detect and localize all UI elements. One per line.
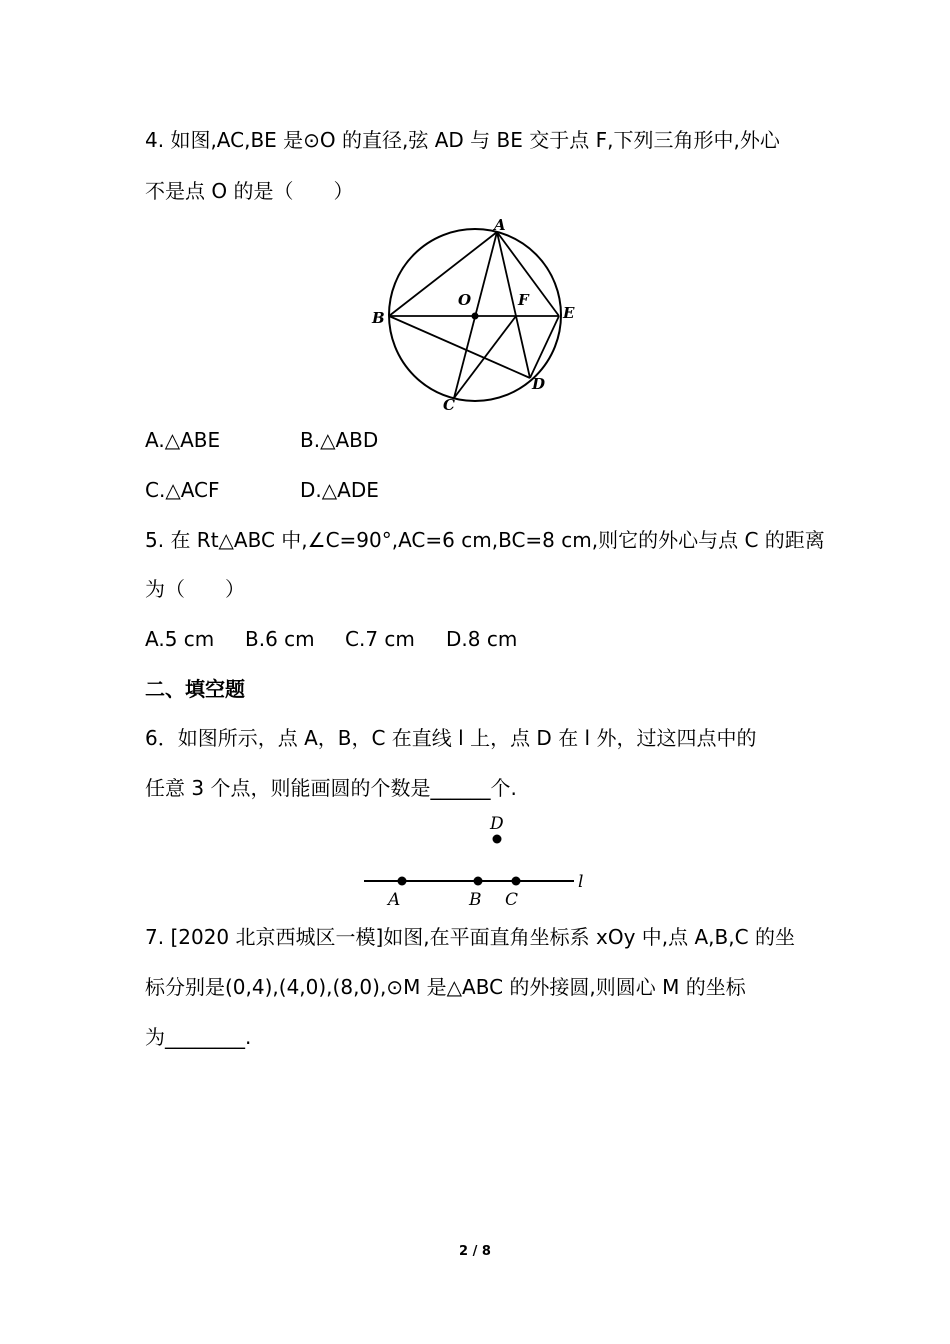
q4-option-a: A.△ABE	[145, 428, 221, 452]
line-ab	[389, 232, 497, 316]
label-a: A	[388, 890, 401, 910]
section-heading: 二、填空题	[145, 677, 245, 701]
q5-text-line2: 为（ ）	[145, 577, 245, 601]
label-a: A	[494, 216, 506, 234]
label-b: B	[372, 309, 385, 327]
q4-option-b: B.△ABD	[300, 428, 379, 452]
q6-line-figure	[355, 810, 595, 910]
point-o	[472, 313, 479, 320]
label-c: C	[505, 890, 519, 910]
point-d	[493, 835, 502, 844]
label-b: B	[469, 890, 482, 910]
q5-option-a: A.5 cm	[145, 627, 215, 651]
q4-option-d: D.△ADE	[300, 478, 379, 502]
point-c	[512, 877, 521, 886]
q7-text-line3: 为________.	[145, 1025, 252, 1049]
q4-circle-figure	[360, 210, 590, 420]
q5-option-d: D.8 cm	[446, 627, 518, 651]
q5-option-c: C.7 cm	[345, 627, 415, 651]
label-d: D	[532, 375, 546, 393]
q6-text-line2: 任意 3 个点，则能画圆的个数是______个.	[145, 776, 517, 800]
label-e: E	[563, 304, 575, 322]
q7-text-line2: 标分别是(0,4),(4,0),(8,0),⊙M 是△ABC 的外接圆,则圆心 M 的坐标	[145, 975, 746, 999]
point-a	[398, 877, 407, 886]
label-c: C	[443, 396, 455, 414]
q4-option-c: C.△ACF	[145, 478, 220, 502]
q5-text-line1: 5. 在 Rt△ABC 中,∠C=90°,AC=6 cm,BC=8 cm,则它的外心与点 C 的距离	[145, 528, 825, 552]
q5-option-b: B.6 cm	[245, 627, 315, 651]
line-cf	[454, 316, 516, 398]
q7-text-line1: 7. [2020 北京西城区一模]如图,在平面直角坐标系 xOy 中,点 A,B,C 的坐	[145, 925, 795, 949]
page-number: 2 / 8	[459, 1244, 491, 1259]
q6-text-line1: 6．如图所示，点 A，B，C 在直线 l 上，点 D 在 l 外，过这四点中的	[145, 726, 757, 750]
label-d: D	[490, 814, 504, 834]
point-b	[474, 877, 483, 886]
q4-text-line2: 不是点 O 的是（ ）	[145, 179, 354, 203]
label-f: F	[518, 291, 529, 309]
label-o: O	[458, 291, 472, 309]
label-l: l	[578, 872, 584, 892]
q4-text-line1: 4. 如图,AC,BE 是⊙O 的直径,弦 AD 与 BE 交于点 F,下列三角形中,外心	[145, 128, 780, 152]
